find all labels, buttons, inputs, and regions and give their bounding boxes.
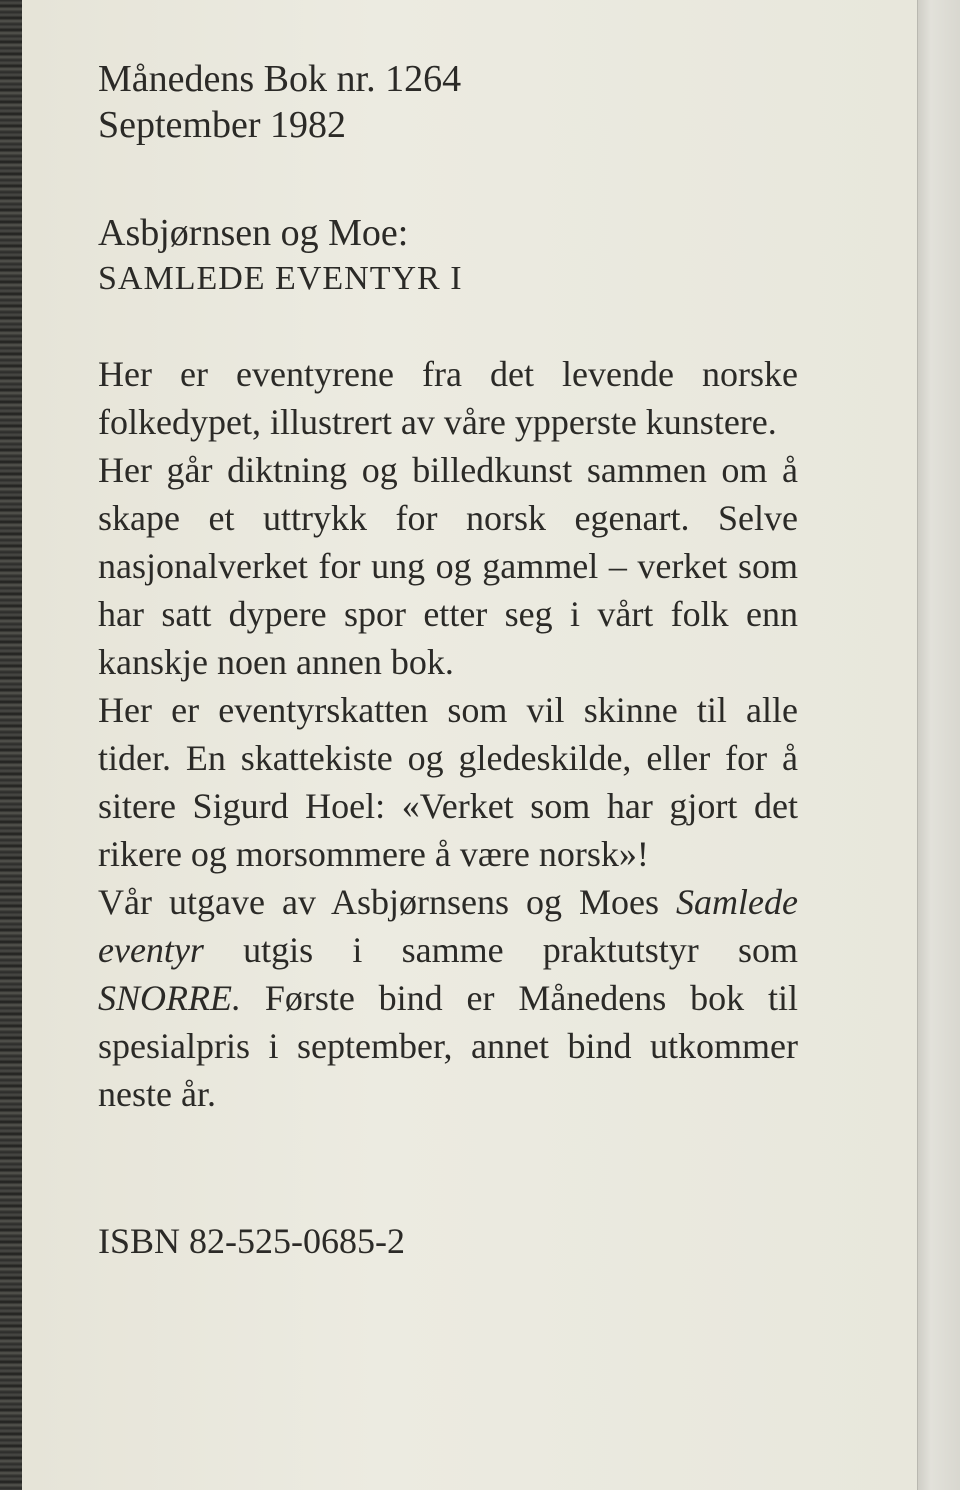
paragraph-4-italic-title: Samlede eventyr [98,882,798,970]
publication-month: September 1982 [98,104,347,146]
paragraph-4-italic-snorre: SNORRE. [98,978,241,1018]
paragraph-4 [98,878,798,1118]
paragraph-3: Her er eventyrskatten som vil skinne til alle tider. En skattekiste og gledeskilde, eller for å sitere Sigurd Hoel: «Verket som har gjort det rikere og morsommere å være norsk»! [98,690,798,874]
paragraph-2: Her går diktning og billedkunst sammen om å skape et uttrykk for norsk egenart. Selve nasjonalverket for ung og gammel – verket som har satt dypere spor etter seg i vårt folk enn kanskje noen annen bok. [98,450,798,682]
flap-text-block [98,56,798,1264]
book-spine-edge [0,0,22,1490]
paragraph-4-text-c: utgis i samme praktutstyr som [203,930,798,970]
paragraph-1: Her er eventyrene fra det levende norske folkedypet, illustrert av våre ypperste kunstere. [98,354,798,442]
paragraph-4-text-e: Første bind er Månedens bok til spesialpris i september, annet bind utkommer neste år. [98,978,798,1114]
book-title: SAMLEDE EVENTYR I [98,260,463,297]
paragraph-4-text-a: Vår utgave av Asbjørnsens og Moes [98,882,677,922]
series-number: Månedens Bok nr. 1264 [98,58,462,100]
book-author: Asbjørnsen og Moe: [98,212,409,254]
page-right-edge [917,0,960,1490]
isbn: ISBN 82-525-0685-2 [98,1221,405,1261]
